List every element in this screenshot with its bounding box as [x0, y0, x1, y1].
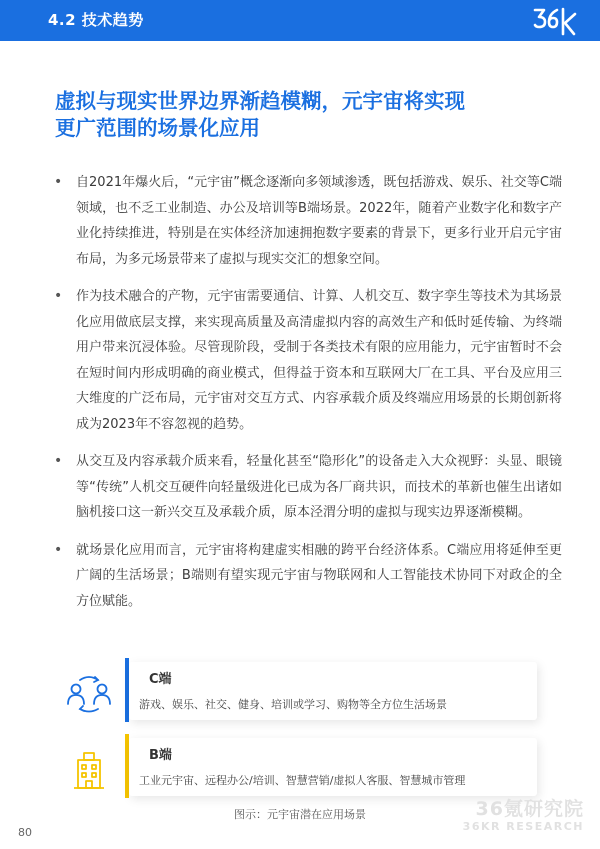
bullet-item	[52, 449, 562, 526]
bullet-dot-icon: •	[54, 541, 63, 558]
card-c-end	[48, 658, 558, 726]
bullet-dot-icon: •	[54, 453, 63, 469]
card-panel	[129, 662, 537, 720]
bullet-item	[52, 284, 562, 437]
bullet-text: 就场景化应用而言，元宇宙将构建虚实相融的跨平台经济体系。C端应用将延伸至更广阔的生活场景；B端则有望实现元宇宙与物联网和人工智能技术协同下对政企的全方位赋能。	[76, 542, 562, 609]
bullet-text: 自2021年爆火后，“元宇宙”概念逐渐向多领域渗透，既包括游戏、娱乐、社交等C端领域，也不乏工业制造、办公及培训等B端场景。2022年，随着产业数字化和数字产业化持续推进，特别是在实体经济加速拥抱数字要素的背景下，更多行业开启元宇宙布局，为多元场景带来了虚拟与现实交汇的想象空间。	[76, 175, 562, 267]
watermark-en: 36KR RESEARCH	[462, 820, 584, 833]
page-title-line-1: 虚拟与现实世界边界渐趋模糊，元宇宙将实现	[55, 89, 465, 113]
section-title: 4.2 技术趋势	[48, 11, 144, 29]
bullet-dot-icon: •	[54, 174, 63, 190]
bullet-text: 作为技术融合的产物，元宇宙需要通信、计算、人机交互、数字孪生等技术为其场景化应用做底层支撑，来实现高质量及高清虚拟内容的高效生产和低时延传输、为终端用户带来沉浸体验。尽管现阶段，受制于各类技术有限的应用能力，元宇宙暂时不会在短时间内形成明确的商业模式，但得益于资本和互联网大厂在工具、平台及应用三大维度的广泛布局，元宇宙对交互方式、内容承载介质及终端应用场景的长期创新将成为2023年不容忽视的趋势。	[76, 289, 562, 432]
page-title-line-2: 更广范围的场景化应用	[55, 116, 260, 140]
watermark	[463, 799, 584, 834]
building-icon	[66, 750, 112, 790]
page-number: 80	[18, 826, 32, 839]
figure-caption: 图示：元宇宙潜在应用场景	[234, 808, 366, 821]
page-title	[55, 88, 555, 142]
36kr-logo	[532, 5, 580, 37]
bullet-dot-icon: •	[54, 288, 63, 304]
card-title: C端	[149, 672, 172, 687]
bullet-list	[52, 170, 562, 626]
bullet-text: 从交互及内容承载介质来看，轻量化甚至“隐形化”的设备走入大众视野：头显、眼镜等“传统”人机交互硬件向轻量级进化已成为各厂商共识，而技术的革新也催生出诸如脑机接口这一新兴交互及承载介质，原本泾渭分明的虚拟与现实边界逐渐模糊。	[76, 454, 562, 520]
card-title: B端	[149, 748, 172, 763]
watermark-cn: 36氪研究院	[475, 798, 584, 820]
bullet-item	[52, 170, 562, 272]
card-description: 工业元宇宙、远程办公/培训、智慧营销/虚拟人客服、智慧城市管理	[139, 774, 466, 787]
header-bar	[0, 0, 600, 41]
card-b-end	[48, 734, 558, 802]
card-panel	[129, 738, 537, 796]
people-exchange-icon	[66, 674, 112, 714]
bullet-item	[52, 538, 562, 615]
card-description: 游戏、娱乐、社交、健身、培训或学习、购物等全方位生活场景	[139, 698, 447, 711]
